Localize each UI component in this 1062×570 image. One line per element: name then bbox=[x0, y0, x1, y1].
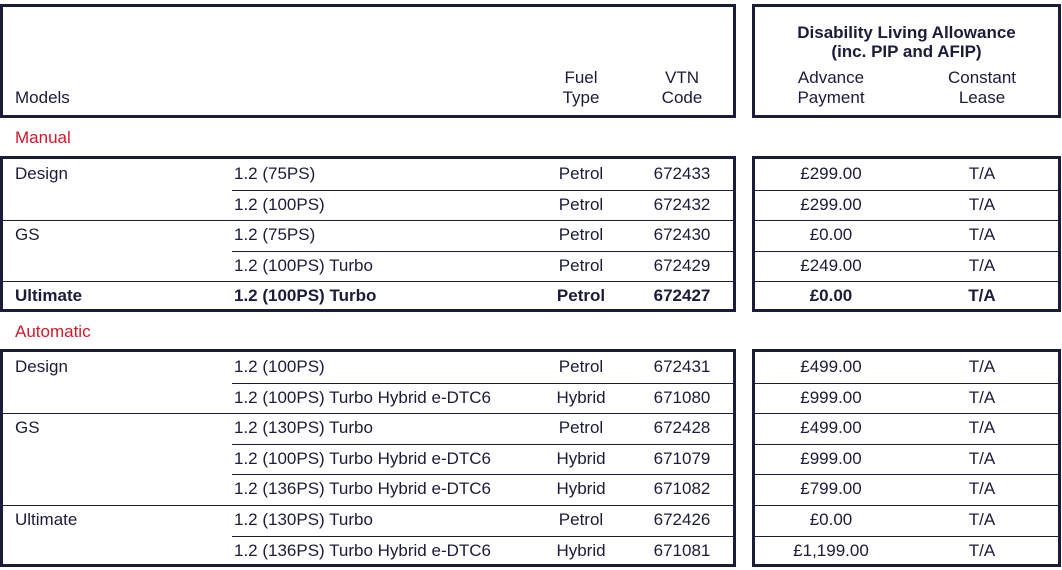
vtn-cell: 672431 bbox=[653, 357, 711, 376]
fuel-cell: Petrol bbox=[558, 225, 604, 245]
variant-cell: 1.2 (100PS) Turbo bbox=[234, 255, 373, 275]
fuel-cell: Petrol bbox=[558, 194, 604, 214]
vtn-cell: 671079 bbox=[653, 448, 711, 468]
vtn-cell: 671081 bbox=[653, 540, 711, 560]
variant-cell: 1.2 (136PS) Turbo Hybrid e-DTC6 bbox=[234, 479, 491, 499]
variant-cell: 1.2 (100PS) Turbo bbox=[234, 286, 377, 306]
advance-payment-cell: £999.00 bbox=[800, 448, 862, 468]
constant-lease-cell: T/A bbox=[968, 225, 996, 245]
advance-payment-cell: £799.00 bbox=[800, 479, 862, 499]
advance-payment-cell: £1,199.00 bbox=[793, 540, 869, 560]
vtn-cell: 672433 bbox=[653, 164, 711, 183]
variant-cell: 1.2 (130PS) Turbo bbox=[234, 418, 373, 438]
constant-lease-cell: T/A bbox=[968, 418, 996, 438]
constant-lease-header-line2: Lease bbox=[958, 88, 1006, 107]
variant-cell: 1.2 (136PS) Turbo Hybrid e-DTC6 bbox=[234, 540, 491, 560]
advance-payment-header-line2: Payment bbox=[797, 88, 865, 107]
vtn-code-header-line1: VTN bbox=[665, 68, 699, 87]
advance-payment-header-line1: Advance bbox=[797, 68, 865, 87]
fuel-cell: Petrol bbox=[558, 164, 604, 183]
row-divider bbox=[3, 505, 733, 506]
section-label-automatic: Automatic bbox=[15, 322, 91, 341]
model-cell: Design bbox=[15, 164, 68, 183]
fuel-cell: Petrol bbox=[558, 255, 604, 275]
row-divider bbox=[755, 474, 1058, 475]
row-divider bbox=[755, 281, 1058, 282]
section-label-manual: Manual bbox=[15, 128, 71, 147]
fuel-cell: Petrol bbox=[556, 286, 606, 306]
vtn-cell: 672429 bbox=[653, 255, 711, 275]
constant-lease-cell: T/A bbox=[968, 357, 996, 376]
advance-payment-cell: £0.00 bbox=[809, 225, 853, 245]
vtn-cell: 672427 bbox=[653, 286, 711, 306]
row-divider bbox=[755, 251, 1058, 252]
row-divider bbox=[755, 505, 1058, 506]
vtn-cell: 671082 bbox=[653, 479, 711, 499]
row-divider bbox=[232, 536, 733, 537]
vtn-cell: 671080 bbox=[653, 387, 711, 407]
fuel-cell: Petrol bbox=[558, 510, 604, 529]
row-divider bbox=[232, 190, 733, 191]
constant-lease-cell: T/A bbox=[968, 255, 996, 275]
fuel-cell: Petrol bbox=[558, 357, 604, 376]
row-divider bbox=[232, 444, 733, 445]
advance-payment-cell: £999.00 bbox=[800, 387, 862, 407]
vtn-code-header-line2: Code bbox=[661, 88, 703, 107]
advance-payment-cell: £299.00 bbox=[800, 164, 862, 183]
models-header: Models bbox=[15, 88, 70, 107]
row-divider bbox=[755, 444, 1058, 445]
fuel-cell: Hybrid bbox=[556, 540, 606, 560]
row-divider bbox=[755, 536, 1058, 537]
constant-lease-cell: T/A bbox=[968, 194, 996, 214]
model-cell: GS bbox=[15, 418, 40, 438]
variant-cell: 1.2 (75PS) bbox=[234, 164, 316, 183]
variant-cell: 1.2 (100PS) Turbo Hybrid e-DTC6 bbox=[234, 387, 491, 407]
fuel-type-header-line2: Type bbox=[562, 88, 600, 107]
fuel-cell: Hybrid bbox=[556, 387, 606, 407]
advance-payment-cell: £299.00 bbox=[800, 194, 862, 214]
model-cell: GS bbox=[15, 225, 40, 245]
constant-lease-cell: T/A bbox=[968, 540, 996, 560]
constant-lease-cell: T/A bbox=[968, 164, 996, 183]
variant-cell: 1.2 (75PS) bbox=[234, 225, 316, 245]
advance-payment-cell: £249.00 bbox=[800, 255, 862, 275]
variant-cell: 1.2 (130PS) Turbo bbox=[234, 510, 373, 529]
model-cell: Design bbox=[15, 357, 68, 376]
constant-lease-cell: T/A bbox=[968, 286, 996, 306]
row-divider bbox=[3, 281, 733, 282]
fuel-cell: Hybrid bbox=[556, 448, 606, 468]
model-cell: Ultimate bbox=[15, 286, 83, 306]
row-divider bbox=[3, 220, 733, 221]
constant-lease-header-line1: Constant bbox=[947, 68, 1017, 87]
row-divider bbox=[755, 220, 1058, 221]
fuel-type-header-line1: Fuel bbox=[564, 68, 598, 87]
vtn-cell: 672428 bbox=[653, 418, 711, 438]
vtn-cell: 672426 bbox=[653, 510, 711, 529]
row-divider bbox=[755, 190, 1058, 191]
advance-payment-cell: £0.00 bbox=[809, 510, 853, 529]
constant-lease-cell: T/A bbox=[968, 387, 996, 407]
advance-payment-cell: £499.00 bbox=[800, 357, 862, 376]
constant-lease-cell: T/A bbox=[968, 448, 996, 468]
header-left-box bbox=[0, 4, 736, 118]
advance-payment-cell: £0.00 bbox=[809, 286, 853, 306]
row-divider bbox=[3, 413, 733, 414]
constant-lease-cell: T/A bbox=[968, 510, 996, 529]
model-cell: Ultimate bbox=[15, 510, 78, 529]
fuel-cell: Petrol bbox=[558, 418, 604, 438]
dla-title-line1: Disability Living Allowance bbox=[797, 23, 1016, 42]
variant-cell: 1.2 (100PS) Turbo Hybrid e-DTC6 bbox=[234, 448, 491, 468]
constant-lease-cell: T/A bbox=[968, 479, 996, 499]
dla-title-line2: (inc. PIP and AFIP) bbox=[831, 42, 982, 61]
row-divider bbox=[232, 251, 733, 252]
vtn-cell: 672430 bbox=[653, 225, 711, 245]
variant-cell: 1.2 (100PS) bbox=[234, 194, 325, 214]
row-divider bbox=[755, 383, 1058, 384]
row-divider bbox=[232, 474, 733, 475]
variant-cell: 1.2 (100PS) bbox=[234, 357, 325, 376]
row-divider bbox=[232, 383, 733, 384]
row-divider bbox=[755, 413, 1058, 414]
vtn-cell: 672432 bbox=[653, 194, 711, 214]
advance-payment-cell: £499.00 bbox=[800, 418, 862, 438]
fuel-cell: Hybrid bbox=[556, 479, 606, 499]
